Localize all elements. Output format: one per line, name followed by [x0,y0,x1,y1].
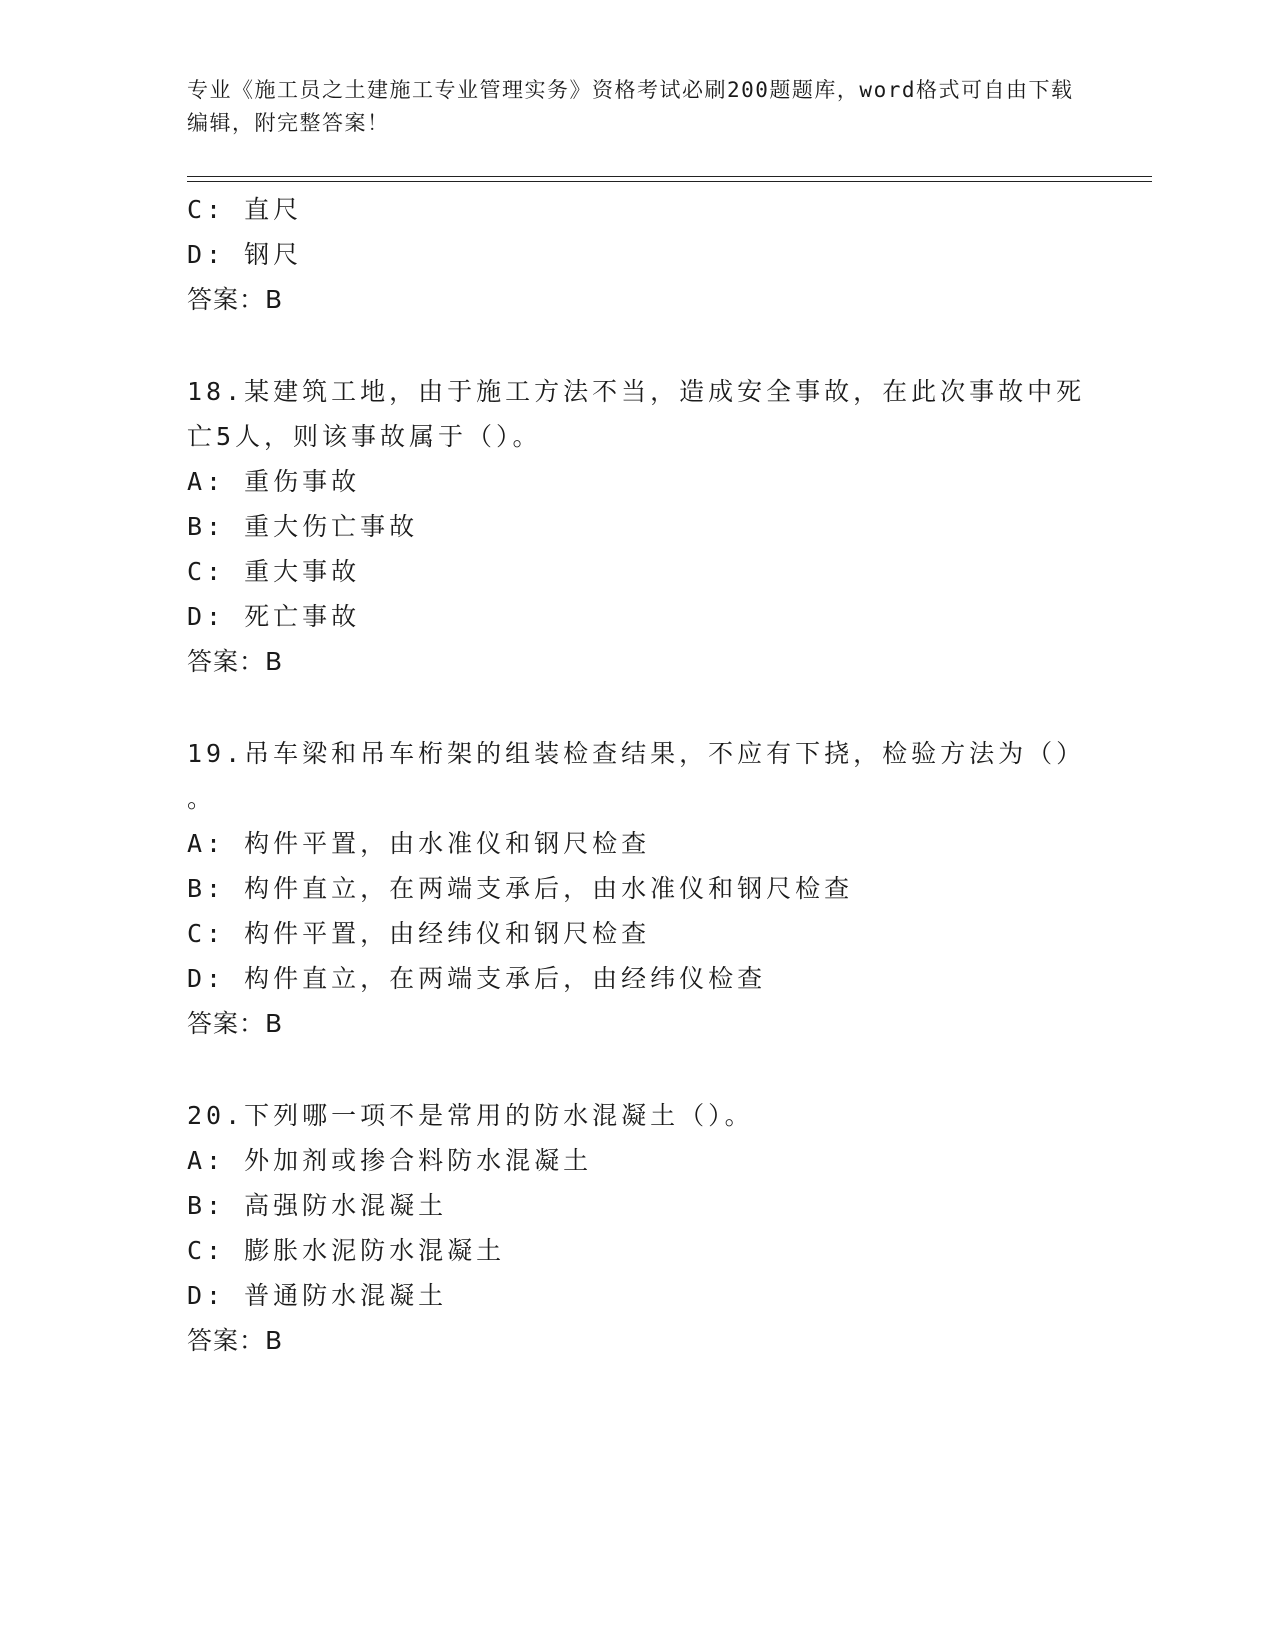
header-rule-bottom [187,181,1152,182]
q18-question-line1: 18.某建筑工地，由于施工方法不当，造成安全事故，在此次事故中死 [187,377,1086,406]
q20-answer: 答案：B [187,1326,284,1355]
q19-option-d: D: 构件直立，在两端支承后，由经纬仪检查 [187,964,767,993]
q20-option-b: B: 高强防水混凝土 [187,1191,448,1220]
q18-option-c: C: 重大事故 [187,557,361,586]
q20-option-a: A: 外加剂或掺合料防水混凝土 [187,1146,593,1175]
q19-option-a: A: 构件平置，由水准仪和钢尺检查 [187,829,651,858]
q18-question-line2: 亡5人，则该事故属于（）。 [187,422,542,451]
q20-option-c: C: 膨胀水泥防水混凝土 [187,1236,506,1265]
q17-option-c: C: 直尺 [187,195,303,224]
q17-answer: 答案：B [187,285,284,314]
q20-question: 20.下列哪一项不是常用的防水混凝土（）。 [187,1101,754,1130]
q19-question-line2: 。 [187,784,217,813]
q20-option-d: D: 普通防水混凝土 [187,1281,448,1310]
q18-option-d: D: 死亡事故 [187,602,361,631]
q18-answer: 答案：B [187,647,284,676]
q18-option-a: A: 重伤事故 [187,467,361,496]
document-header: 专业《施工员之土建施工专业管理实务》资格考试必刷200题题库，word格式可自由下载编辑，附完整答案！ [187,78,1074,135]
q18-option-b: B: 重大伤亡事故 [187,512,419,541]
q19-question-line1: 19.吊车梁和吊车桁架的组装检查结果，不应有下挠，检验方法为（） [187,739,1086,768]
q19-option-b: B: 构件直立，在两端支承后，由水准仪和钢尺检查 [187,874,854,903]
header-rule-top [187,176,1152,177]
q19-option-c: C: 构件平置，由经纬仪和钢尺检查 [187,919,651,948]
q19-answer: 答案：B [187,1009,284,1038]
q17-option-d: D: 钢尺 [187,240,303,269]
